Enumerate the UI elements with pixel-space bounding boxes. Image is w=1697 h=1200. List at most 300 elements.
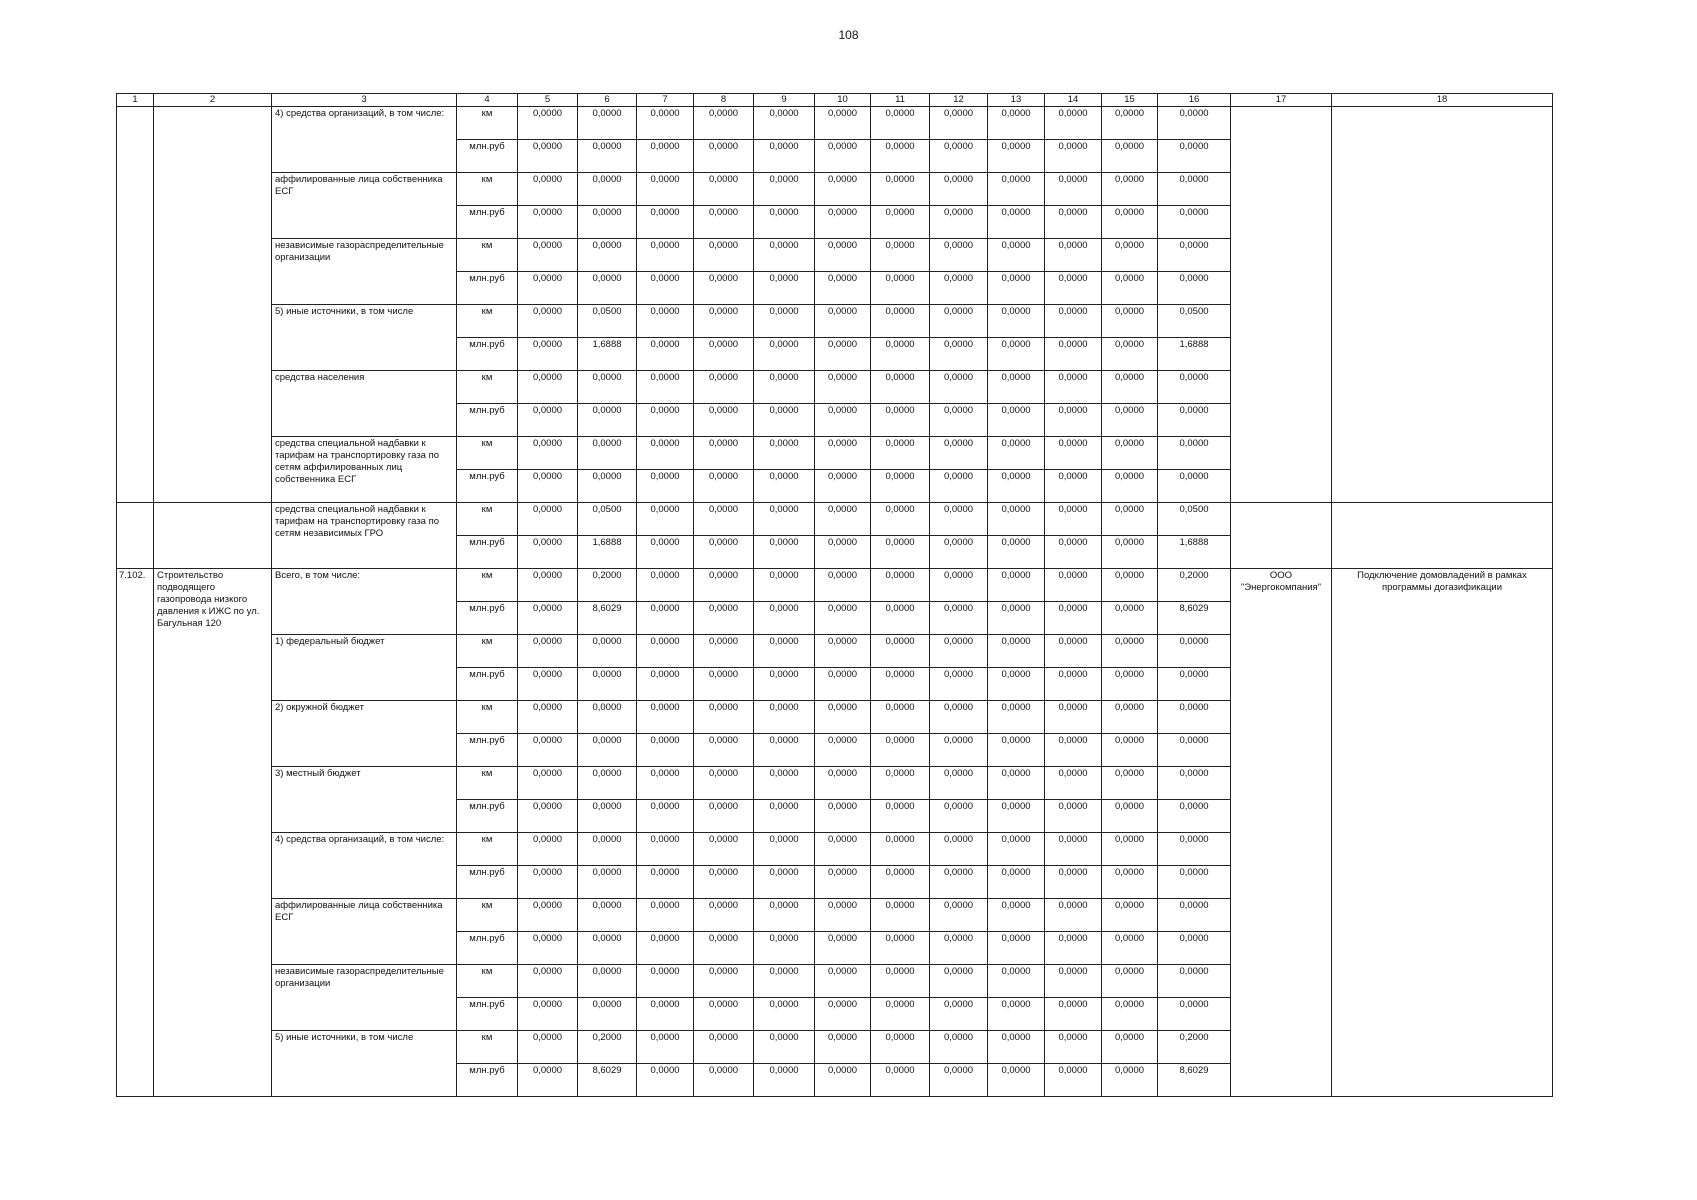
value-cell: 0,0000: [694, 470, 754, 503]
value-cell: 0,0000: [1045, 503, 1102, 536]
value-cell: 0,0000: [930, 734, 988, 767]
value-cell: 0,0000: [694, 1031, 754, 1064]
column-number: 5: [518, 94, 578, 107]
value-cell: 0,0000: [694, 206, 754, 239]
value-cell: 0,0000: [1158, 800, 1231, 833]
value-cell: 0,0000: [694, 536, 754, 569]
value-cell: 0,0000: [1045, 635, 1102, 668]
value-cell: 0,0000: [988, 107, 1045, 140]
unit: км: [457, 371, 518, 404]
value-cell: 0,0000: [1102, 635, 1158, 668]
value-cell: 0,0000: [1102, 833, 1158, 866]
unit: км: [457, 767, 518, 800]
value-cell: 0,0000: [1045, 602, 1102, 635]
value-cell: 0,0000: [815, 701, 871, 734]
column-number: 13: [988, 94, 1045, 107]
value-cell: 0,0000: [871, 1031, 930, 1064]
value-cell: 0,0000: [988, 602, 1045, 635]
value-cell: 0,0000: [637, 767, 694, 800]
funding-source: 2) окружной бюджет: [272, 701, 457, 767]
value-cell: 0,0000: [637, 932, 694, 965]
value-cell: 0,0000: [637, 899, 694, 932]
value-cell: 0,0000: [1045, 701, 1102, 734]
column-number: 18: [1332, 94, 1553, 107]
value-cell: 0,0000: [988, 536, 1045, 569]
value-cell: 0,0000: [578, 899, 637, 932]
value-cell: 0,0000: [1102, 107, 1158, 140]
value-cell: 0,0000: [637, 734, 694, 767]
value-cell: 0,0000: [871, 734, 930, 767]
value-cell: 0,0000: [578, 800, 637, 833]
column-number: 10: [815, 94, 871, 107]
value-cell: 0,0000: [1102, 1064, 1158, 1097]
value-cell: 0,0000: [1102, 503, 1158, 536]
value-cell: 0,0000: [815, 1031, 871, 1064]
unit: млн.руб: [457, 140, 518, 173]
value-cell: 0,0000: [1045, 272, 1102, 305]
value-cell: 0,0000: [694, 305, 754, 338]
value-cell: 0,0000: [1102, 437, 1158, 470]
investment-table: [116, 93, 1553, 1097]
value-cell: 0,0000: [871, 932, 930, 965]
unit: км: [457, 437, 518, 470]
value-cell: 0,0000: [1102, 767, 1158, 800]
column-number: 9: [754, 94, 815, 107]
value-cell: 0,0000: [988, 305, 1045, 338]
value-cell: 0,0000: [637, 140, 694, 173]
value-cell: 0,0000: [754, 569, 815, 602]
value-cell: 0,0000: [518, 833, 578, 866]
value-cell: 0,0000: [871, 404, 930, 437]
value-cell: 0,0000: [1158, 701, 1231, 734]
purpose: [1332, 107, 1553, 503]
value-cell: 0,0000: [815, 569, 871, 602]
value-cell: 0,0000: [930, 569, 988, 602]
value-cell: 0,0500: [578, 305, 637, 338]
value-cell: 0,0000: [518, 536, 578, 569]
value-cell: 0,0000: [1102, 239, 1158, 272]
value-cell: 0,0000: [1102, 866, 1158, 899]
value-cell: 0,0000: [930, 338, 988, 371]
value-cell: 0,0000: [754, 173, 815, 206]
value-cell: 0,0000: [637, 503, 694, 536]
value-cell: 0,0000: [1102, 140, 1158, 173]
value-cell: 0,0000: [871, 503, 930, 536]
value-cell: 0,0000: [1158, 272, 1231, 305]
value-cell: 0,0000: [988, 734, 1045, 767]
value-cell: 0,0000: [815, 866, 871, 899]
unit: млн.руб: [457, 272, 518, 305]
value-cell: 0,0000: [518, 965, 578, 998]
unit: км: [457, 173, 518, 206]
table-row: [117, 107, 1553, 140]
value-cell: 0,0000: [1158, 437, 1231, 470]
value-cell: 0,0000: [871, 569, 930, 602]
value-cell: 0,0000: [1158, 866, 1231, 899]
value-cell: 0,0000: [578, 932, 637, 965]
value-cell: 0,0000: [988, 206, 1045, 239]
funding-source: 5) иные источники, в том числе: [272, 1031, 457, 1097]
purpose: Подключение домовладений в рамках программы догазификации: [1332, 569, 1553, 1097]
value-cell: 0,0000: [815, 272, 871, 305]
value-cell: 0,0000: [1045, 899, 1102, 932]
value-cell: 0,0000: [754, 965, 815, 998]
value-cell: 0,0000: [637, 338, 694, 371]
value-cell: 0,2000: [1158, 1031, 1231, 1064]
value-cell: 0,0000: [694, 173, 754, 206]
value-cell: 0,0000: [930, 272, 988, 305]
value-cell: 0,0000: [1158, 833, 1231, 866]
value-cell: 0,0000: [871, 965, 930, 998]
value-cell: 0,0000: [578, 404, 637, 437]
value-cell: 0,0000: [871, 140, 930, 173]
value-cell: 0,0000: [578, 107, 637, 140]
value-cell: 0,0000: [930, 107, 988, 140]
funding-source: средства специальной надбавки к тарифам на транспортировку газа по сетям аффилированных лиц собственника ЕСГ: [272, 437, 457, 503]
value-cell: 0,0000: [871, 833, 930, 866]
value-cell: 0,0000: [754, 932, 815, 965]
unit: км: [457, 569, 518, 602]
value-cell: 0,0000: [518, 635, 578, 668]
value-cell: 0,0000: [1158, 965, 1231, 998]
value-cell: 0,0000: [1045, 371, 1102, 404]
value-cell: 0,0000: [930, 239, 988, 272]
value-cell: 0,0000: [754, 140, 815, 173]
value-cell: 0,0000: [1102, 206, 1158, 239]
value-cell: 0,0000: [754, 1064, 815, 1097]
value-cell: 0,0000: [694, 338, 754, 371]
unit: млн.руб: [457, 338, 518, 371]
value-cell: 0,0000: [518, 899, 578, 932]
value-cell: 0,0000: [754, 800, 815, 833]
funding-source: 4) средства организаций, в том числе:: [272, 107, 457, 173]
value-cell: 0,0000: [518, 272, 578, 305]
value-cell: 0,0000: [637, 470, 694, 503]
value-cell: 0,0000: [694, 107, 754, 140]
table-body: [117, 94, 1553, 1097]
item-number: [117, 107, 154, 503]
value-cell: 0,0000: [754, 503, 815, 536]
value-cell: 0,0000: [815, 404, 871, 437]
project-name: Строительство подводящего газопровода низкого давления к ИЖС по ул. Багульная 120: [154, 569, 272, 1097]
value-cell: 0,0000: [518, 701, 578, 734]
value-cell: 0,0000: [1045, 866, 1102, 899]
value-cell: 0,0000: [1158, 470, 1231, 503]
value-cell: 1,6888: [578, 536, 637, 569]
value-cell: 0,0000: [815, 800, 871, 833]
value-cell: 0,0000: [518, 173, 578, 206]
value-cell: 0,0000: [988, 437, 1045, 470]
value-cell: 0,0000: [754, 998, 815, 1031]
value-cell: 0,0000: [1045, 1064, 1102, 1097]
value-cell: 0,0000: [1158, 767, 1231, 800]
value-cell: 0,0000: [815, 470, 871, 503]
value-cell: 0,0000: [1158, 371, 1231, 404]
column-number: 3: [272, 94, 457, 107]
value-cell: 0,0000: [637, 569, 694, 602]
value-cell: 0,2000: [578, 569, 637, 602]
value-cell: 0,0000: [815, 503, 871, 536]
value-cell: 0,0000: [1102, 173, 1158, 206]
value-cell: 0,0000: [871, 239, 930, 272]
value-cell: 0,0000: [1158, 998, 1231, 1031]
value-cell: 0,0000: [694, 1064, 754, 1097]
value-cell: 0,0000: [578, 239, 637, 272]
value-cell: 0,0000: [930, 668, 988, 701]
value-cell: 0,0000: [815, 998, 871, 1031]
value-cell: 0,0000: [930, 305, 988, 338]
value-cell: 8,6029: [578, 1064, 637, 1097]
value-cell: 0,0000: [871, 800, 930, 833]
value-cell: 0,0000: [694, 767, 754, 800]
value-cell: 0,0000: [1045, 239, 1102, 272]
value-cell: 0,0000: [754, 371, 815, 404]
value-cell: 0,0000: [1045, 998, 1102, 1031]
value-cell: 0,0000: [1158, 107, 1231, 140]
value-cell: 0,0000: [1102, 272, 1158, 305]
value-cell: 0,0000: [871, 1064, 930, 1097]
value-cell: 0,0000: [1045, 107, 1102, 140]
value-cell: 0,0000: [578, 767, 637, 800]
value-cell: 0,0000: [871, 338, 930, 371]
unit: млн.руб: [457, 800, 518, 833]
value-cell: 0,0000: [988, 272, 1045, 305]
value-cell: 0,0000: [1102, 536, 1158, 569]
value-cell: 0,0000: [754, 437, 815, 470]
value-cell: 0,0000: [815, 965, 871, 998]
unit: км: [457, 1031, 518, 1064]
value-cell: 0,0000: [1158, 140, 1231, 173]
value-cell: 0,0000: [988, 899, 1045, 932]
value-cell: 0,0000: [518, 371, 578, 404]
value-cell: 1,6888: [1158, 338, 1231, 371]
value-cell: 0,0000: [930, 1064, 988, 1097]
value-cell: 0,0000: [871, 305, 930, 338]
value-cell: 0,0000: [754, 1031, 815, 1064]
value-cell: 0,0000: [1102, 371, 1158, 404]
value-cell: 0,0000: [815, 437, 871, 470]
value-cell: 0,0000: [1102, 338, 1158, 371]
value-cell: 0,0000: [871, 206, 930, 239]
value-cell: 0,0000: [930, 371, 988, 404]
value-cell: 0,0000: [518, 107, 578, 140]
value-cell: 0,0000: [637, 536, 694, 569]
unit: км: [457, 635, 518, 668]
value-cell: 0,0000: [518, 140, 578, 173]
value-cell: 0,0000: [754, 602, 815, 635]
value-cell: 0,0000: [694, 140, 754, 173]
value-cell: 0,0000: [637, 239, 694, 272]
value-cell: 0,0000: [988, 371, 1045, 404]
value-cell: 0,0000: [930, 404, 988, 437]
value-cell: 0,0000: [754, 899, 815, 932]
value-cell: 0,0000: [1045, 437, 1102, 470]
item-number: 7.102.: [117, 569, 154, 1097]
unit: км: [457, 701, 518, 734]
value-cell: 0,0000: [694, 932, 754, 965]
value-cell: 0,0000: [930, 932, 988, 965]
value-cell: 0,0000: [518, 569, 578, 602]
value-cell: 0,0000: [815, 107, 871, 140]
unit: км: [457, 965, 518, 998]
value-cell: 0,0000: [871, 866, 930, 899]
value-cell: 0,0000: [930, 899, 988, 932]
value-cell: 0,0000: [988, 800, 1045, 833]
value-cell: 0,0000: [518, 470, 578, 503]
value-cell: 0,0000: [578, 437, 637, 470]
unit: млн.руб: [457, 1064, 518, 1097]
value-cell: 0,0000: [1158, 668, 1231, 701]
value-cell: 0,0000: [815, 338, 871, 371]
value-cell: 0,0000: [871, 470, 930, 503]
value-cell: 0,0000: [930, 767, 988, 800]
value-cell: 0,0000: [930, 1031, 988, 1064]
value-cell: 0,0000: [1158, 734, 1231, 767]
unit: млн.руб: [457, 998, 518, 1031]
value-cell: 0,0000: [815, 734, 871, 767]
column-number: 7: [637, 94, 694, 107]
value-cell: 0,0000: [694, 404, 754, 437]
value-cell: 0,0000: [637, 1031, 694, 1064]
column-number: 14: [1045, 94, 1102, 107]
value-cell: 0,0000: [1102, 800, 1158, 833]
value-cell: 0,0000: [1102, 701, 1158, 734]
value-cell: 0,0000: [930, 998, 988, 1031]
unit: млн.руб: [457, 602, 518, 635]
value-cell: 0,0000: [518, 437, 578, 470]
value-cell: 0,0000: [930, 503, 988, 536]
value-cell: 0,0000: [1045, 338, 1102, 371]
value-cell: 0,0000: [694, 239, 754, 272]
unit: млн.руб: [457, 536, 518, 569]
value-cell: 0,0000: [988, 965, 1045, 998]
value-cell: 0,0500: [1158, 503, 1231, 536]
column-number: 1: [117, 94, 154, 107]
value-cell: 0,0000: [1102, 305, 1158, 338]
value-cell: 0,0000: [930, 965, 988, 998]
value-cell: 0,0000: [930, 866, 988, 899]
value-cell: 0,0000: [1102, 1031, 1158, 1064]
value-cell: 0,0000: [637, 107, 694, 140]
value-cell: 0,0000: [694, 272, 754, 305]
value-cell: 0,0000: [637, 668, 694, 701]
funding-source: независимые газораспределительные организации: [272, 965, 457, 1031]
value-cell: 0,0000: [1045, 569, 1102, 602]
value-cell: 0,0000: [988, 503, 1045, 536]
unit: млн.руб: [457, 206, 518, 239]
value-cell: 0,0000: [1045, 833, 1102, 866]
value-cell: 0,0000: [930, 635, 988, 668]
company: [1231, 107, 1332, 503]
value-cell: 0,0000: [930, 536, 988, 569]
value-cell: 0,0000: [578, 272, 637, 305]
value-cell: 0,0000: [930, 437, 988, 470]
value-cell: 0,0000: [815, 305, 871, 338]
value-cell: 0,0000: [1158, 932, 1231, 965]
company: ООО "Энергокомпания": [1231, 569, 1332, 1097]
funding-source: 1) федеральный бюджет: [272, 635, 457, 701]
value-cell: 0,0000: [694, 899, 754, 932]
table-row: [117, 569, 1553, 602]
value-cell: 0,0000: [694, 437, 754, 470]
value-cell: 0,0000: [871, 635, 930, 668]
value-cell: 0,0000: [988, 140, 1045, 173]
value-cell: 0,0000: [637, 404, 694, 437]
value-cell: 0,0000: [988, 635, 1045, 668]
value-cell: 0,2000: [578, 1031, 637, 1064]
unit: км: [457, 833, 518, 866]
funding-source: Всего, в том числе:: [272, 569, 457, 635]
value-cell: 0,0000: [988, 833, 1045, 866]
value-cell: 0,0000: [1158, 635, 1231, 668]
value-cell: 0,0000: [1045, 536, 1102, 569]
value-cell: 0,0000: [518, 206, 578, 239]
value-cell: 0,0000: [694, 833, 754, 866]
value-cell: 0,0000: [578, 833, 637, 866]
unit: млн.руб: [457, 866, 518, 899]
value-cell: 0,0000: [754, 239, 815, 272]
value-cell: 0,0000: [518, 998, 578, 1031]
value-cell: 0,0000: [754, 338, 815, 371]
value-cell: 0,0000: [694, 569, 754, 602]
value-cell: 0,0000: [518, 932, 578, 965]
value-cell: 8,6029: [578, 602, 637, 635]
value-cell: 0,0000: [754, 206, 815, 239]
value-cell: 0,0000: [754, 833, 815, 866]
value-cell: 0,0000: [637, 272, 694, 305]
value-cell: 0,0500: [578, 503, 637, 536]
value-cell: 0,0000: [754, 668, 815, 701]
value-cell: 0,0000: [871, 767, 930, 800]
value-cell: 0,0000: [694, 998, 754, 1031]
unit: км: [457, 305, 518, 338]
value-cell: 0,0000: [1045, 800, 1102, 833]
value-cell: 0,0000: [815, 833, 871, 866]
value-cell: 0,0000: [754, 635, 815, 668]
value-cell: 0,0000: [637, 371, 694, 404]
column-number: 6: [578, 94, 637, 107]
value-cell: 0,0000: [518, 305, 578, 338]
value-cell: 0,0000: [754, 305, 815, 338]
value-cell: 0,0000: [694, 866, 754, 899]
unit: млн.руб: [457, 932, 518, 965]
unit: км: [457, 899, 518, 932]
project-name: [154, 107, 272, 503]
table-row: [117, 503, 1553, 536]
value-cell: 0,0000: [988, 569, 1045, 602]
value-cell: 0,0000: [930, 602, 988, 635]
value-cell: 0,0500: [1158, 305, 1231, 338]
value-cell: 0,0000: [1045, 932, 1102, 965]
page-number: 108: [838, 28, 859, 42]
funding-source: средства специальной надбавки к тарифам на транспортировку газа по сетям независимых ГРО: [272, 503, 457, 569]
value-cell: 0,0000: [871, 998, 930, 1031]
value-cell: 0,0000: [988, 701, 1045, 734]
value-cell: 0,0000: [930, 833, 988, 866]
value-cell: 0,0000: [1158, 404, 1231, 437]
value-cell: 0,0000: [637, 173, 694, 206]
funding-source: 3) местный бюджет: [272, 767, 457, 833]
value-cell: 0,0000: [1045, 305, 1102, 338]
value-cell: 0,0000: [518, 239, 578, 272]
value-cell: 0,0000: [930, 800, 988, 833]
value-cell: 0,0000: [754, 536, 815, 569]
value-cell: 0,0000: [578, 668, 637, 701]
value-cell: 0,0000: [1102, 899, 1158, 932]
value-cell: 0,0000: [815, 767, 871, 800]
value-cell: 0,0000: [988, 668, 1045, 701]
value-cell: 0,0000: [871, 437, 930, 470]
